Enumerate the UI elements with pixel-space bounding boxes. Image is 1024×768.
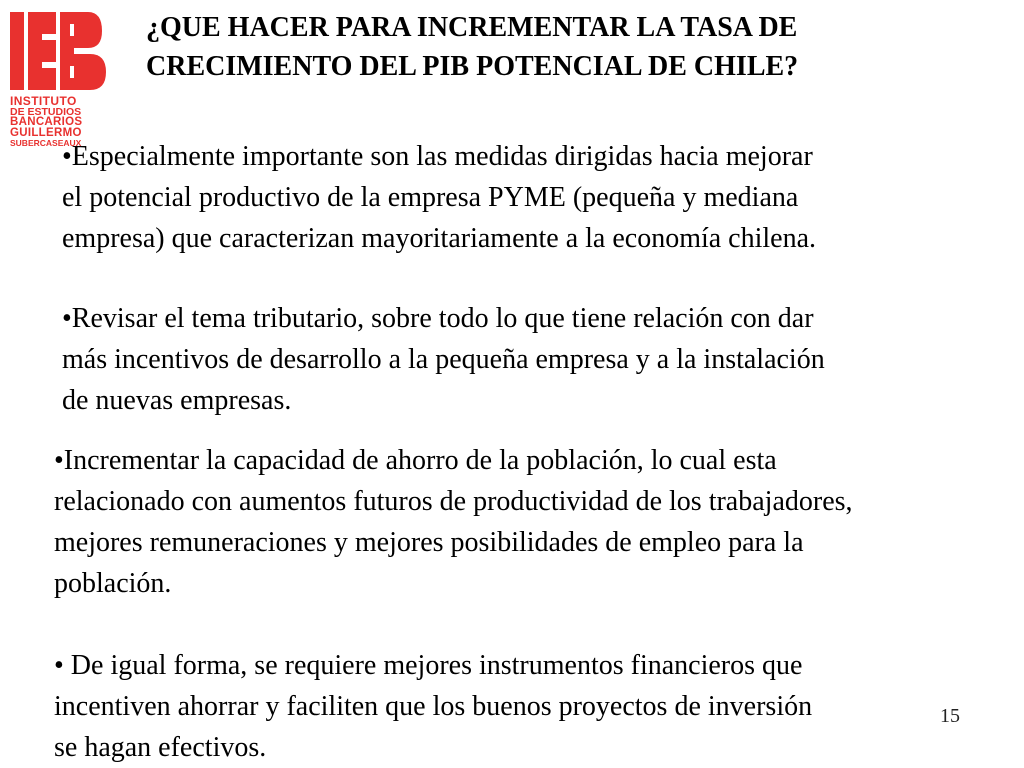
slide-title-line-1: ¿QUE HACER PARA INCREMENTAR LA TASA DE (146, 12, 798, 43)
bullet-1-line-1: •Especialmente importante son las medidas dirigidas hacia mejorar (62, 141, 813, 172)
bullet-2-line-3: de nuevas empresas. (62, 385, 292, 416)
logo-line-5: SUBERCASEAUX (10, 138, 82, 148)
bullet-paragraph-4 (54, 645, 812, 768)
bullet-paragraph-1 (62, 136, 816, 259)
logo-line-2: DE ESTUDIOS (10, 105, 82, 118)
bullet-4-line-3: se hagan efectivos. (54, 732, 267, 763)
logo-line-3: BANCARIOS (10, 116, 83, 128)
bullet-2-line-2: más incentivos de desarrollo a la pequeña empresa y a la instalación (62, 344, 825, 375)
bullet-paragraph-2 (62, 298, 825, 421)
bullet-3-line-4: población. (54, 568, 172, 599)
bullet-3-line-3: mejores remuneraciones y mejores posibilidades de empleo para la (54, 527, 804, 558)
bullet-3-line-2: relacionado con aumentos futuros de productividad de los trabajadores, (54, 486, 853, 517)
bullet-4-line-2: incentiven ahorrar y faciliten que los buenos proyectos de inversión (54, 691, 813, 722)
slide-title-line-2: CRECIMIENTO DEL PIB POTENCIAL DE CHILE? (146, 51, 799, 82)
slide-title (146, 8, 1006, 86)
bullet-3-line-1: •Incrementar la capacidad de ahorro de la población, lo cual esta (54, 445, 777, 476)
bullet-1-line-3: empresa) que caracterizan mayoritariamente a la economía chilena. (62, 223, 817, 254)
logo-line-4: GUILLERMO (10, 126, 82, 139)
bullet-4-line-1: • De igual forma, se requiere mejores instrumentos financieros que (54, 650, 803, 681)
ieb-logo-mark-icon (10, 12, 106, 90)
page-number: 15 (940, 705, 960, 727)
logo-line-1: INSTITUTO (10, 94, 77, 108)
bullet-1-line-2: el potencial productivo de la empresa PYME (pequeña y mediana (62, 182, 799, 213)
bullet-2-line-1: •Revisar el tema tributario, sobre todo lo que tiene relación con dar (62, 303, 814, 334)
bullet-paragraph-3 (54, 440, 853, 604)
